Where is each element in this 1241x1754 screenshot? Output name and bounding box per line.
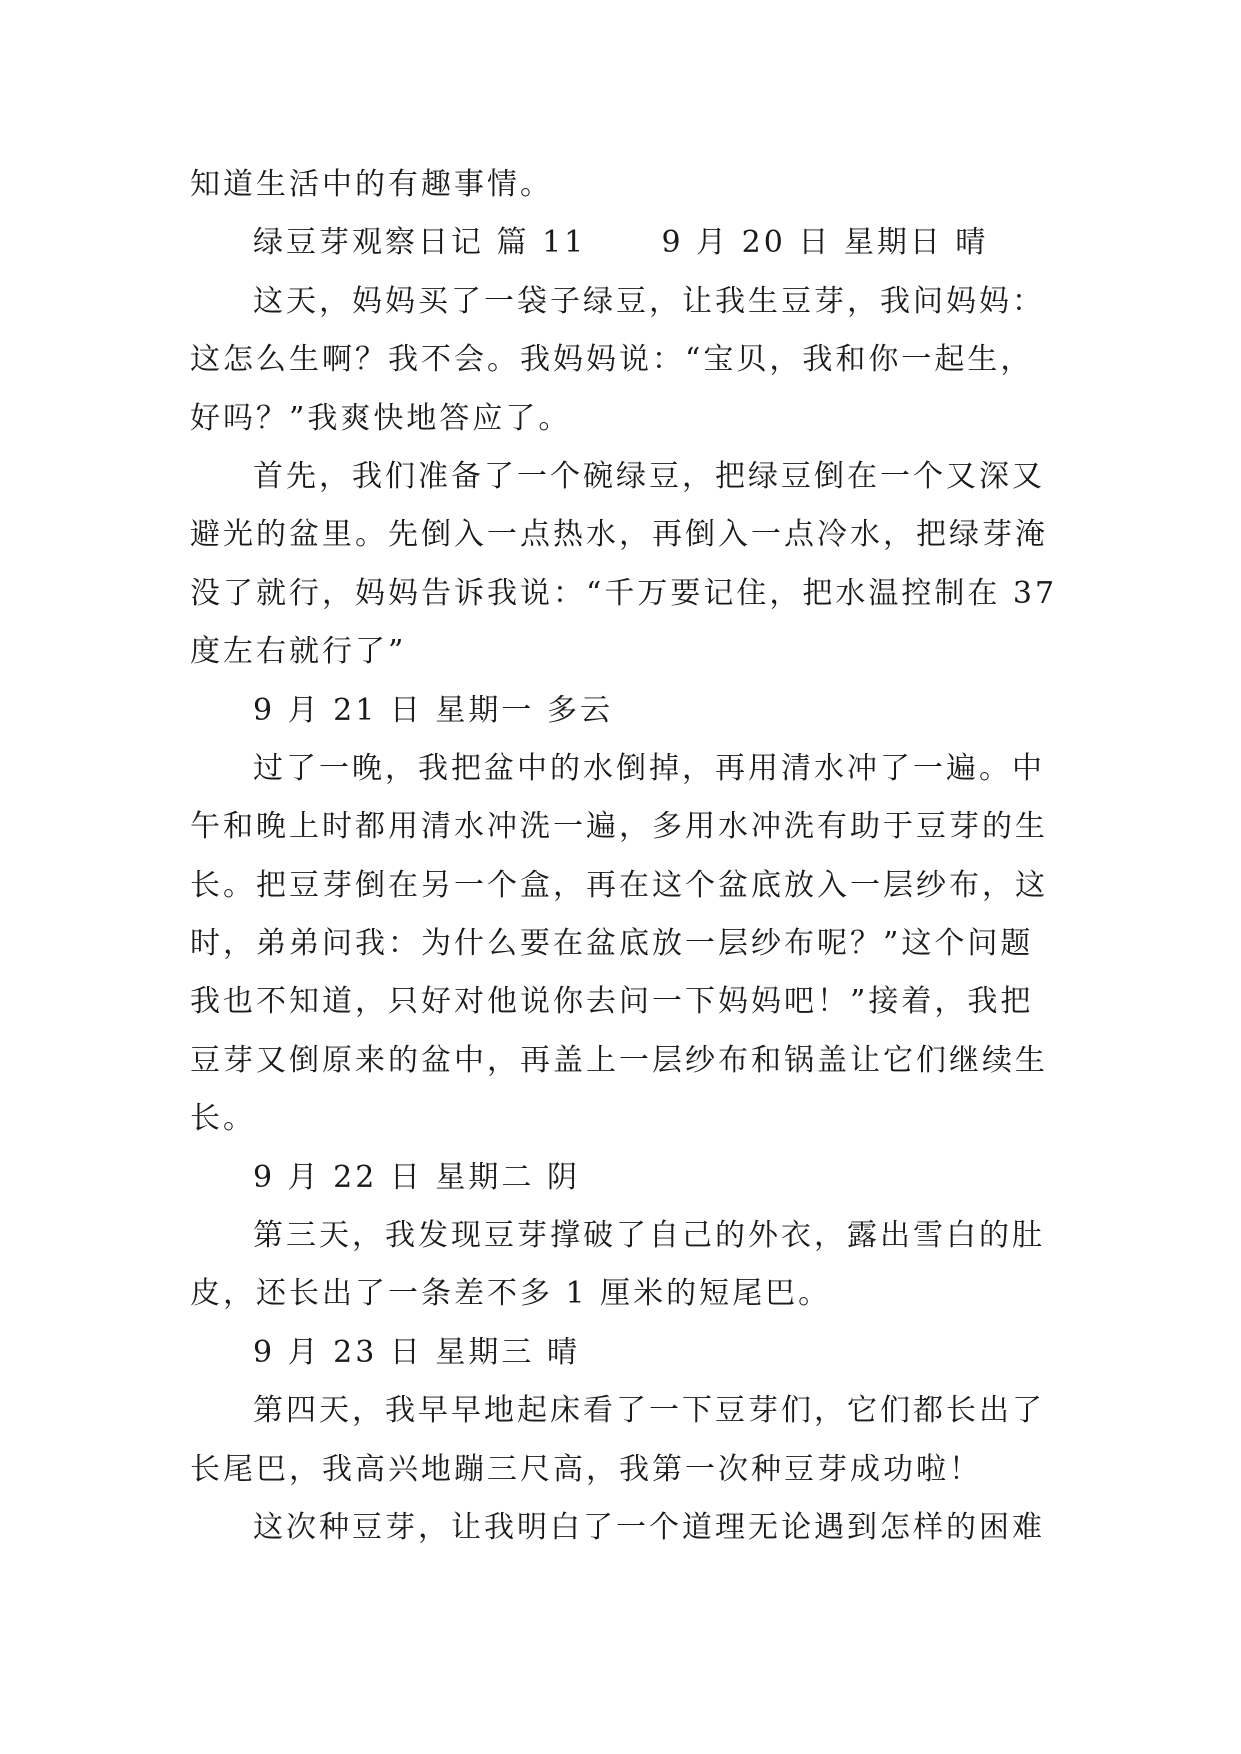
- text-line: 这次种豆芽，让我明白了一个道理无论遇到怎样的困难: [253, 1509, 1045, 1545]
- text-line: 度左右就行了”: [190, 634, 407, 670]
- text-line: 皮，还长出了一条差不多 1 厘米的短尾巴。: [190, 1276, 832, 1312]
- text-line: 豆芽又倒原来的盆中，再盖上一层纱布和锅盖让它们继续生: [190, 1042, 1048, 1078]
- text-line: 长。把豆芽倒在另一个盒，再在这个盆底放入一层纱布，这: [190, 867, 1048, 903]
- text-line: 这天，妈妈买了一袋子绿豆，让我生豆芽，我问妈妈：: [253, 283, 1045, 319]
- diary-heading: 绿豆芽观察日记 篇 11 9 月 20 日 星期日 晴: [253, 225, 989, 261]
- text-line: 我也不知道，只好对他说你去问一下妈妈吧！”接着，我把: [190, 984, 1034, 1020]
- date-heading: 9 月 22 日 星期二 阴: [253, 1159, 580, 1195]
- text-line: 首先，我们准备了一个碗绿豆，把绿豆倒在一个又深又: [253, 458, 1045, 494]
- text-line: 长尾巴，我高兴地蹦三尺高，我第一次种豆芽成功啦！: [190, 1451, 982, 1487]
- text-line: 午和晚上时都用清水冲洗一遍，多用水冲洗有助于豆芽的生: [190, 809, 1048, 845]
- text-line: 没了就行，妈妈告诉我说：“千万要记住，把水温控制在 37: [190, 575, 1058, 611]
- text-line: 过了一晚，我把盆中的水倒掉，再用清水冲了一遍。中: [253, 750, 1045, 786]
- text-line: 知道生活中的有趣事情。: [190, 167, 553, 202]
- text-line: 好吗？”我爽快地答应了。: [190, 400, 572, 436]
- text-line: 第三天，我发现豆芽撑破了自己的外衣，露出雪白的肚: [253, 1218, 1045, 1254]
- text-line: 时，弟弟问我：为什么要在盆底放一层纱布呢？”这个问题: [190, 926, 1034, 962]
- text-line: 避光的盆里。先倒入一点热水，再倒入一点冷水，把绿芽淹: [190, 517, 1048, 553]
- diary-text: [190, 156, 1060, 1557]
- text-line: 长。: [190, 1101, 256, 1137]
- date-heading: 9 月 21 日 星期一 多云: [253, 692, 613, 728]
- date-heading: 9 月 23 日 星期三 晴: [253, 1334, 580, 1370]
- text-line: 这怎么生啊？我不会。我妈妈说：“宝贝，我和你一起生，: [190, 342, 1034, 378]
- text-line: 第四天，我早早地起床看了一下豆芽们，它们都长出了: [253, 1393, 1045, 1429]
